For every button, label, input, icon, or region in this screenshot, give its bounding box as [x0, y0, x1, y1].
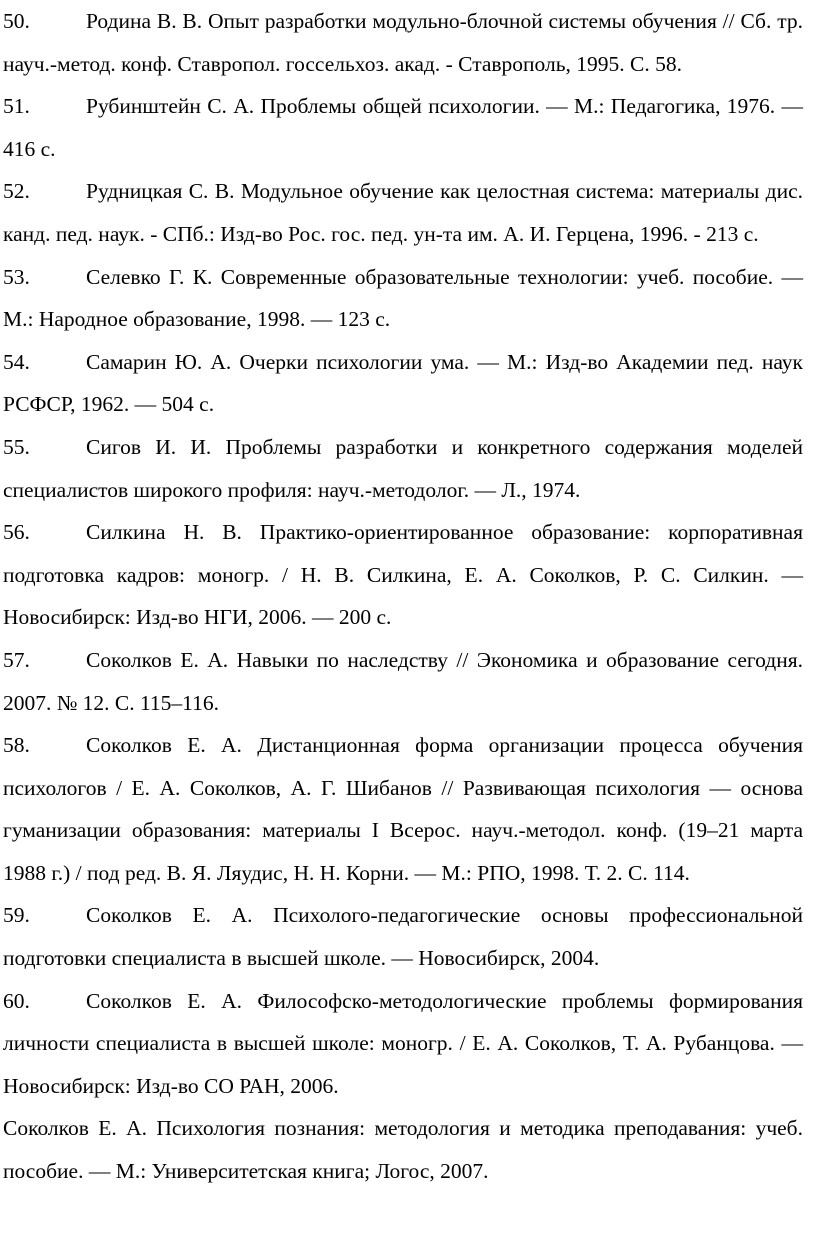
reference-entry-unnumbered: [3, 1107, 803, 1192]
reference-entry-60: [3, 980, 803, 1108]
reference-number: 58.: [3, 733, 30, 758]
reference-number: 59.: [3, 903, 30, 928]
reference-number: 51.: [3, 94, 30, 119]
reference-entry-55: [3, 426, 803, 511]
reference-text: Соколков Е. А. Навыки по наследству // Экономика и образование сегодня. 2007. № 12. С. 115–116.: [3, 647, 803, 715]
reference-text: Силкина Н. В. Практико-ориентированное образование: корпоративная подготовка кадров: моногр. / Н. В. Силкина, Е. А. Соколков, Р. С. Силкин. — Новосибирск: Изд-во НГИ, 2006. — 200 с.: [3, 520, 803, 630]
reference-text: Сигов И. И. Проблемы разработки и конкретного содержания моделей специалистов широкого профиля: науч.-методолог. — Л., 1974.: [3, 434, 803, 502]
reference-number: 55.: [3, 434, 30, 459]
reference-text: Соколков Е. А. Психология познания: методология и методика преподавания: учеб. пособие. — М.: Университетская книга; Логос, 2007.: [3, 1116, 803, 1184]
reference-entry-58: [3, 724, 803, 894]
reference-number: 54.: [3, 349, 30, 374]
reference-entry-59: [3, 894, 803, 979]
reference-entry-54: [3, 341, 803, 426]
reference-text: Самарин Ю. А. Очерки психологии ума. — М.: Изд-во Академии пед. наук РСФСР, 1962. — 504 с.: [3, 349, 803, 417]
reference-entry-57: [3, 639, 803, 724]
bibliography-list: [3, 0, 803, 1193]
reference-text: Рубинштейн С. А. Проблемы общей психологии. — М.: Педагогика, 1976. — 416 с.: [3, 94, 803, 161]
reference-entry-52: [3, 170, 803, 255]
reference-entry-51: [3, 85, 803, 170]
reference-number: 52.: [3, 179, 30, 204]
reference-number: 56.: [3, 520, 30, 545]
reference-entry-50: [3, 0, 803, 85]
reference-text: Соколков Е. А. Философско-методологические проблемы формирования личности специалиста в высшей школе: моногр. / Е. А. Соколков, Т. А. Рубанцова. — Новосибирск: Изд-во СО РАН, 2006.: [3, 988, 803, 1098]
reference-number: 57.: [3, 647, 30, 672]
reference-number: 60.: [3, 988, 30, 1013]
reference-entry-53: [3, 256, 803, 341]
reference-text: Соколков Е. А. Дистанционная форма организации процесса обучения психологов / Е. А. Соколков, А. Г. Шибанов // Развивающая психология — основа гуманизации образования: материалы I Всерос. науч.-методол. конф. (19–21 марта 1988 г.) / под ред. В. Я. Ляудис, Н. Н. Корни. — М.: РПО, 1998. Т. 2. С. 114.: [3, 733, 803, 885]
reference-text: Рудницкая С. В. Модульное обучение как целостная система: материалы дис. канд. пед. наук. - СПб.: Изд-во Рос. гос. пед. ун-та им. А. И. Герцена, 1996. - 213 с.: [3, 179, 803, 246]
reference-entry-56: [3, 511, 803, 639]
reference-number: 50.: [3, 9, 30, 33]
reference-text: Родина В. В. Опыт разработки модульно-блочной системы обучения // Сб. тр. науч.-метод. конф. Ставропол. госсельхоз. акад. - Ставрополь, 1995. С. 58.: [3, 9, 803, 76]
reference-text: Соколков Е. А. Психолого-педагогические основы профессиональной подготовки специалиста в высшей школе. — Новосибирск, 2004.: [3, 903, 803, 971]
reference-text: Селевко Г. К. Современные образовательные технологии: учеб. пособие. — М.: Народное образование, 1998. — 123 с.: [3, 264, 803, 332]
reference-number: 53.: [3, 264, 30, 289]
